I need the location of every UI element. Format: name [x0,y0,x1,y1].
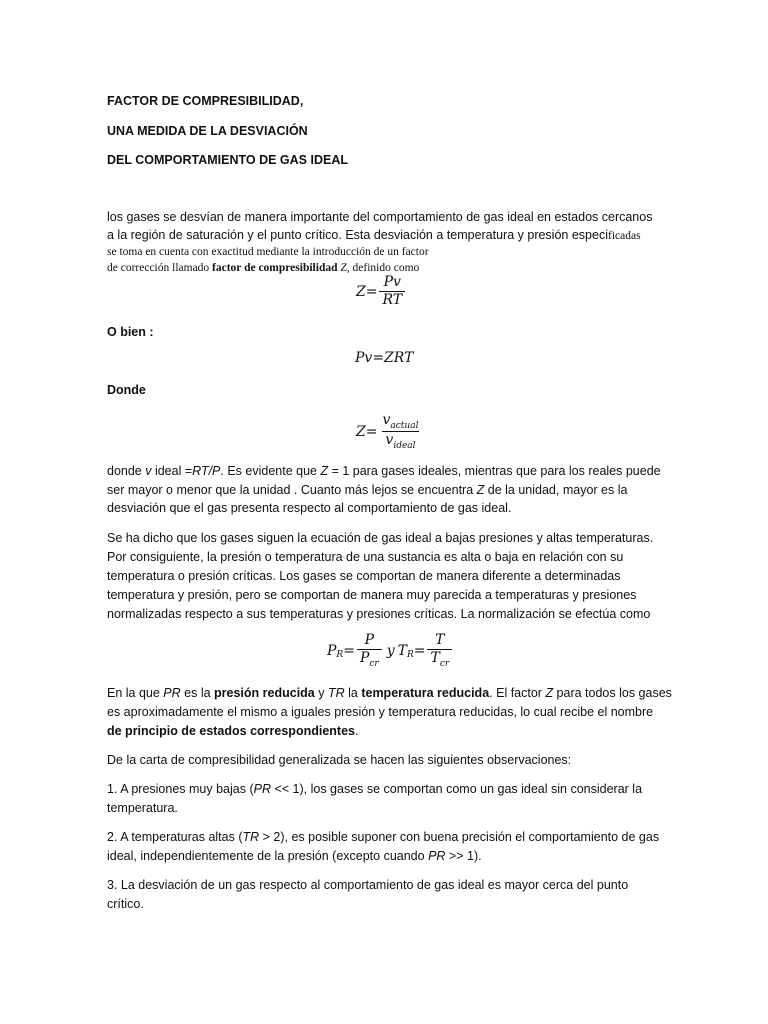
para1-l1-g: = 1 para gases ideales, mientras que para los reales puede [328,464,661,478]
para1-l2-b: Z [476,483,485,497]
eq4-p-sub: R [336,649,344,660]
para1-l1-a: donde [107,464,146,478]
para3-term-estados-correspondientes: de principio de estados correspondientes [107,724,355,738]
eq3-den-sub: ideal [393,441,416,451]
obs1-l1-c: << 1), los gases se comportan como un gas ideal sin considerar la [270,782,643,796]
eq4-frac1-num: P [364,632,375,648]
para3-l1-i: . El factor [489,686,546,700]
para2-line-3: temperatura o presión críticas. Los gases se comportan de manera diferente a determinadas [107,569,621,583]
obs3-line-1: 3. La desviación de un gas respecto al comportamiento de gas ideal es mayor cerca del punto [107,878,629,892]
eq3-fraction [379,412,421,451]
obs2-line-1 [107,828,659,846]
para3-l1-a: En la que [107,686,164,700]
para2-line-2: Por consiguiente, la presión o temperatura de una sustancia es alta o baja en relación con su [107,550,624,564]
intro-z-symbol: Z [337,262,347,274]
para3-l1-g: la [344,686,362,700]
obs2-l1-b: TR [242,830,260,844]
para3-l1-b: PR [163,686,181,700]
para3-l1-j: Z [545,686,554,700]
eq4-equals-2: = [413,642,426,659]
eq1-numerator: Pv [383,274,401,290]
intro-line-3: se toma en cuenta con exactitud mediante la introducción de un factor [107,246,429,258]
para1-l2-c: de la unidad, mayor es la [484,483,628,497]
eq4-frac2-den-sub: cr [439,659,450,669]
title-line-1: FACTOR DE COMPRESIBILIDAD, [107,94,304,108]
intro-line-2-tail: ficadas [607,230,641,242]
para3-term-temperatura-reducida: temperatura reducida [361,686,490,700]
obs1-l1-a: 1. A presiones muy bajas ( [107,782,254,796]
obs2-l1-c: > 2), es posible suponer con buena precisión el comportamiento de gas [259,830,660,844]
para2-line-4: temperatura y presión, pero se comportan de manera muy parecida a temperaturas y presiones [107,588,637,602]
para1-l1-c: ideal = [151,464,193,478]
eq4-frac1-den-sub: cr [369,659,379,669]
eq3-den-v: v [385,432,394,448]
eq1-lhs: Z= [356,283,378,300]
eq4-frac2-num: T [435,632,445,648]
obs2-l2-b: PR [428,849,446,863]
obs3-line-2: crítico. [107,897,144,911]
para1-line-1 [107,462,661,480]
obs2-l2-c: >> 1). [445,849,482,863]
para1-l1-e: . Es evidente que [220,464,321,478]
equation-pv-zrt: Pv=ZRT [355,350,414,366]
obs1-line-2: temperatura. [107,801,178,815]
eq3-lhs: Z= [356,423,378,440]
para1-l2-a: ser mayor o menor que la unidad . Cuanto más lejos se encuentra [107,483,477,497]
o-bien-label: O bien : [107,325,154,339]
para3-line-1 [107,684,672,702]
equation-reduced-properties [327,632,454,669]
para3-line-3 [107,722,358,740]
para3-l3-end: . [354,724,359,738]
obs2-line-2 [107,847,482,865]
eq4-frac2-den-t: T [430,650,440,666]
para1-line-3: desviación que el gas presenta respecto al comportamiento de gas ideal. [107,501,512,515]
para3-l1-k: para todos los gases [553,686,672,700]
para2-line-1: Se ha dicho que los gases siguen la ecuación de gas ideal a bajas presiones y altas temperaturas. [107,531,654,545]
eq4-frac2-den [427,649,452,669]
obs1-line-1 [107,780,642,798]
eq4-fraction-2 [427,632,452,669]
eq3-num-v: v [382,412,391,428]
intro-line-2-text: a la región de saturación y el punto crítico. Esta desviación a temperatura y presión especi [107,228,608,242]
eq4-frac1-den-p: P [359,650,370,666]
para4-line: De la carta de compresibilidad generalizada se hacen las siguientes observaciones: [107,753,572,767]
intro-line-4-pre: de corrección llamado [107,262,213,274]
para1-line-2 [107,481,627,499]
intro-line-1: los gases se desvían de manera importante del comportamiento de gas ideal en estados cercanos [107,210,653,224]
eq4-frac1-den [357,649,382,669]
eq3-denominator [382,431,418,451]
para3-l1-f: TR [327,686,345,700]
para3-term-presion-reducida: presión reducida [214,686,315,700]
eq1-denominator: RT [379,291,405,309]
eq4-y: y [386,642,395,659]
para1-l1-b: v [145,464,152,478]
eq4-fraction-1 [357,632,382,669]
para1-l1-d: RT/P [192,464,221,478]
title-line-3: DEL COMPORTAMIENTO DE GAS IDEAL [107,153,348,167]
eq4-t-sub: R [406,649,414,660]
obs1-l1-b: PR [253,782,271,796]
obs2-l2-a: ideal, independientemente de la presión (excepto cuando [107,849,429,863]
para2-line-5: normalizadas respecto a sus temperaturas y presiones críticas. La normalización se efectúa como [107,607,651,621]
equation-z-pv-rt [356,274,407,309]
obs2-l1-a: 2. A temperaturas altas ( [107,830,243,844]
equation-z-vactual-videal [356,412,423,451]
para3-l1-e: y [314,686,328,700]
eq3-num-sub: actual [390,421,419,431]
title-line-2: UNA MEDIDA DE LA DESVIACIÓN [107,124,308,138]
para3-line-2: es aproximadamente el mismo a iguales presión y temperatura reducidas, lo cual recibe el nombre [107,705,654,719]
eq1-fraction [379,274,405,309]
intro-term-compressibility: factor de compresibilidad [212,262,338,274]
eq3-numerator [379,412,421,431]
intro-line-4-post: , definido como [346,262,420,274]
eq4-equals-1: = [343,642,355,659]
para1-l1-f: Z [320,464,329,478]
donde-label: Donde [107,383,146,397]
eq4-p: P [327,642,337,659]
eq4-t: T [397,642,407,659]
para3-l1-c: es la [180,686,215,700]
